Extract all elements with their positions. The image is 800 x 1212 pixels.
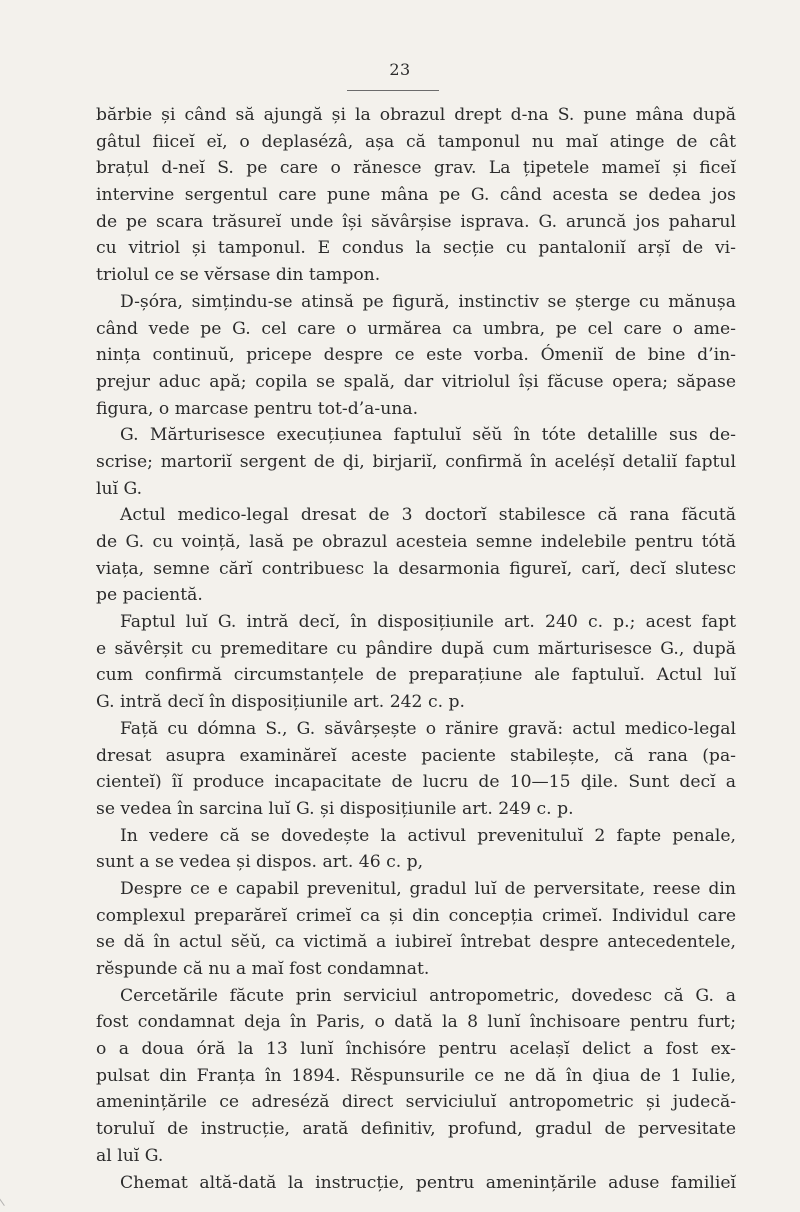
- text-line: pe pacientă.: [96, 585, 203, 606]
- text-line: dresat asupra examinăreĭ aceste paciente stabilește, că rana (pa-: [96, 745, 736, 766]
- text-line: e săvêrșit cu premeditare cu pândire după cum mărturisesce G., după: [96, 638, 736, 659]
- text-line: In vedere că se dovedește la activul prevenituluĭ 2 fapte penale,: [120, 825, 736, 846]
- text-line: bărbie și când să ajungă și la obrazul drept d-na S. pune mâna după: [96, 105, 736, 125]
- text-line: toruluĭ de instrucție, arată definitiv, profund, gradul de pervesitate: [96, 1119, 736, 1140]
- text-line: o a doua óră la 13 lunĭ închisóre pentru acelașĭ delict a fost ex-: [96, 1039, 736, 1060]
- body-text: [96, 102, 736, 1196]
- text-line: figura, o marcase pentru tot-d’a-una.: [96, 398, 419, 419]
- header-rule: [347, 90, 439, 91]
- text-line: prejur aduc apă; copila se spală, dar vitriolul își făcuse opera; săpase: [96, 371, 736, 392]
- text-line: se vedea în sarcina luĭ G. și disposițiunile art. 249 c. p.: [96, 798, 574, 819]
- text-line: G. intră decĭ în disposițiunile art. 242 c. p.: [96, 692, 465, 713]
- text-line: luĭ G.: [96, 478, 143, 499]
- text-line: brațul d-neĭ S. pe care o rănesce grav. La țipetele mameĭ și ficeĭ: [96, 158, 736, 179]
- text-line: cu vitriol și tamponul. E condus la secție cu pantaloniĭ arșĭ de vi-: [96, 238, 736, 259]
- text-line: Cercetările făcute prin serviciul antropometric, dovedesc că G. a: [120, 985, 736, 1006]
- text-line: complexul preparăreĭ crimeĭ ca și din concepția crimeĭ. Individul care: [96, 905, 736, 926]
- text-line: amenințările ce adreséză direct serviciuluĭ antropometric și judecă-: [96, 1092, 736, 1113]
- text-line: pulsat din Franța în 1894. Rĕspunsurile ce ne dă în ḑiua de 1 Iulie,: [96, 1065, 736, 1086]
- text-line: cum confirmă circumstanțele de preparațiune ale faptuluĭ. Actul luĭ: [96, 665, 736, 686]
- text-line: gâtul fiiceĭ eĭ, o deplasézâ, așa că tamponul nu maĭ atinge de cât: [96, 131, 736, 152]
- text-line: rĕspunde că nu a maĭ fost condamnat.: [96, 959, 430, 979]
- text-line: Faptul luĭ G. intră decĭ, în disposițiunile art. 240 c. p.; acest fapt: [120, 612, 736, 633]
- text-line: de pe scara trăsureĭ unde își săvârșise isprava. G. aruncă jos paharul: [96, 211, 736, 232]
- text-line: triolul ce se vĕrsase din tampon.: [96, 265, 381, 286]
- text-line: când vede pe G. cel care o urmărea ca umbra, pe cel care o ame-: [96, 318, 736, 339]
- text-line: de G. cu voință, lasă pe obrazul acesteia semne indelebile pentru tótă: [96, 532, 736, 552]
- text-line: cienteĭ) îĭ produce incapacitate de lucru de 10—15 ḑile. Sunt decĭ a: [96, 772, 736, 793]
- text-line: scrise; martoriĭ sergent de ḑi, birjariĭ, confirmă în aceléșĭ detaliĭ faptul: [96, 451, 736, 472]
- text-line: intervine sergentul care pune mâna pe G. când acesta se dedea jos: [96, 185, 736, 206]
- text-line: Despre ce e capabil prevenitul, gradul luĭ de perversitate, reese din: [120, 878, 736, 899]
- scan-artifact: [0, 1175, 23, 1206]
- text-line: Actul medico-legal dresat de 3 doctorĭ stabilesce că rana făcută: [120, 505, 736, 526]
- text-line: Chemat altă-dată la instrucție, pentru amenințările aduse familieĭ: [120, 1172, 736, 1193]
- text-line: viața, semne cărĭ contribuesc la desarmonia figureĭ, carĭ, decĭ slutesc: [96, 558, 736, 579]
- text-line: Față cu dómna S., G. săvârșește o rănire gravă: actul medico-legal: [120, 718, 736, 739]
- text-line: nința continuŭ, pricepe despre ce este vorba. Ómeniĭ de bine d’in-: [96, 345, 736, 366]
- text-line: al luĭ G.: [96, 1145, 164, 1166]
- text-line: sunt a se vedea și dispos. art. 46 c. p,: [96, 852, 424, 873]
- text-line: D-șóra, simțindu-se atinsă pe figură, instinctiv se șterge cu mănușa: [120, 291, 736, 312]
- text-line: fost condamnat deja în Paris, o dată la 8 lunĭ închisoare pentru furt;: [96, 1012, 736, 1033]
- page-number: 23: [389, 60, 411, 79]
- text-line: se dă în actul sĕŭ, ca victimă a iubireĭ întrebat despre antecedentele,: [96, 932, 736, 953]
- text-line: G. Mărturisesce execuțiunea faptuluĭ sĕŭ în tóte detalille sus de-: [120, 425, 736, 446]
